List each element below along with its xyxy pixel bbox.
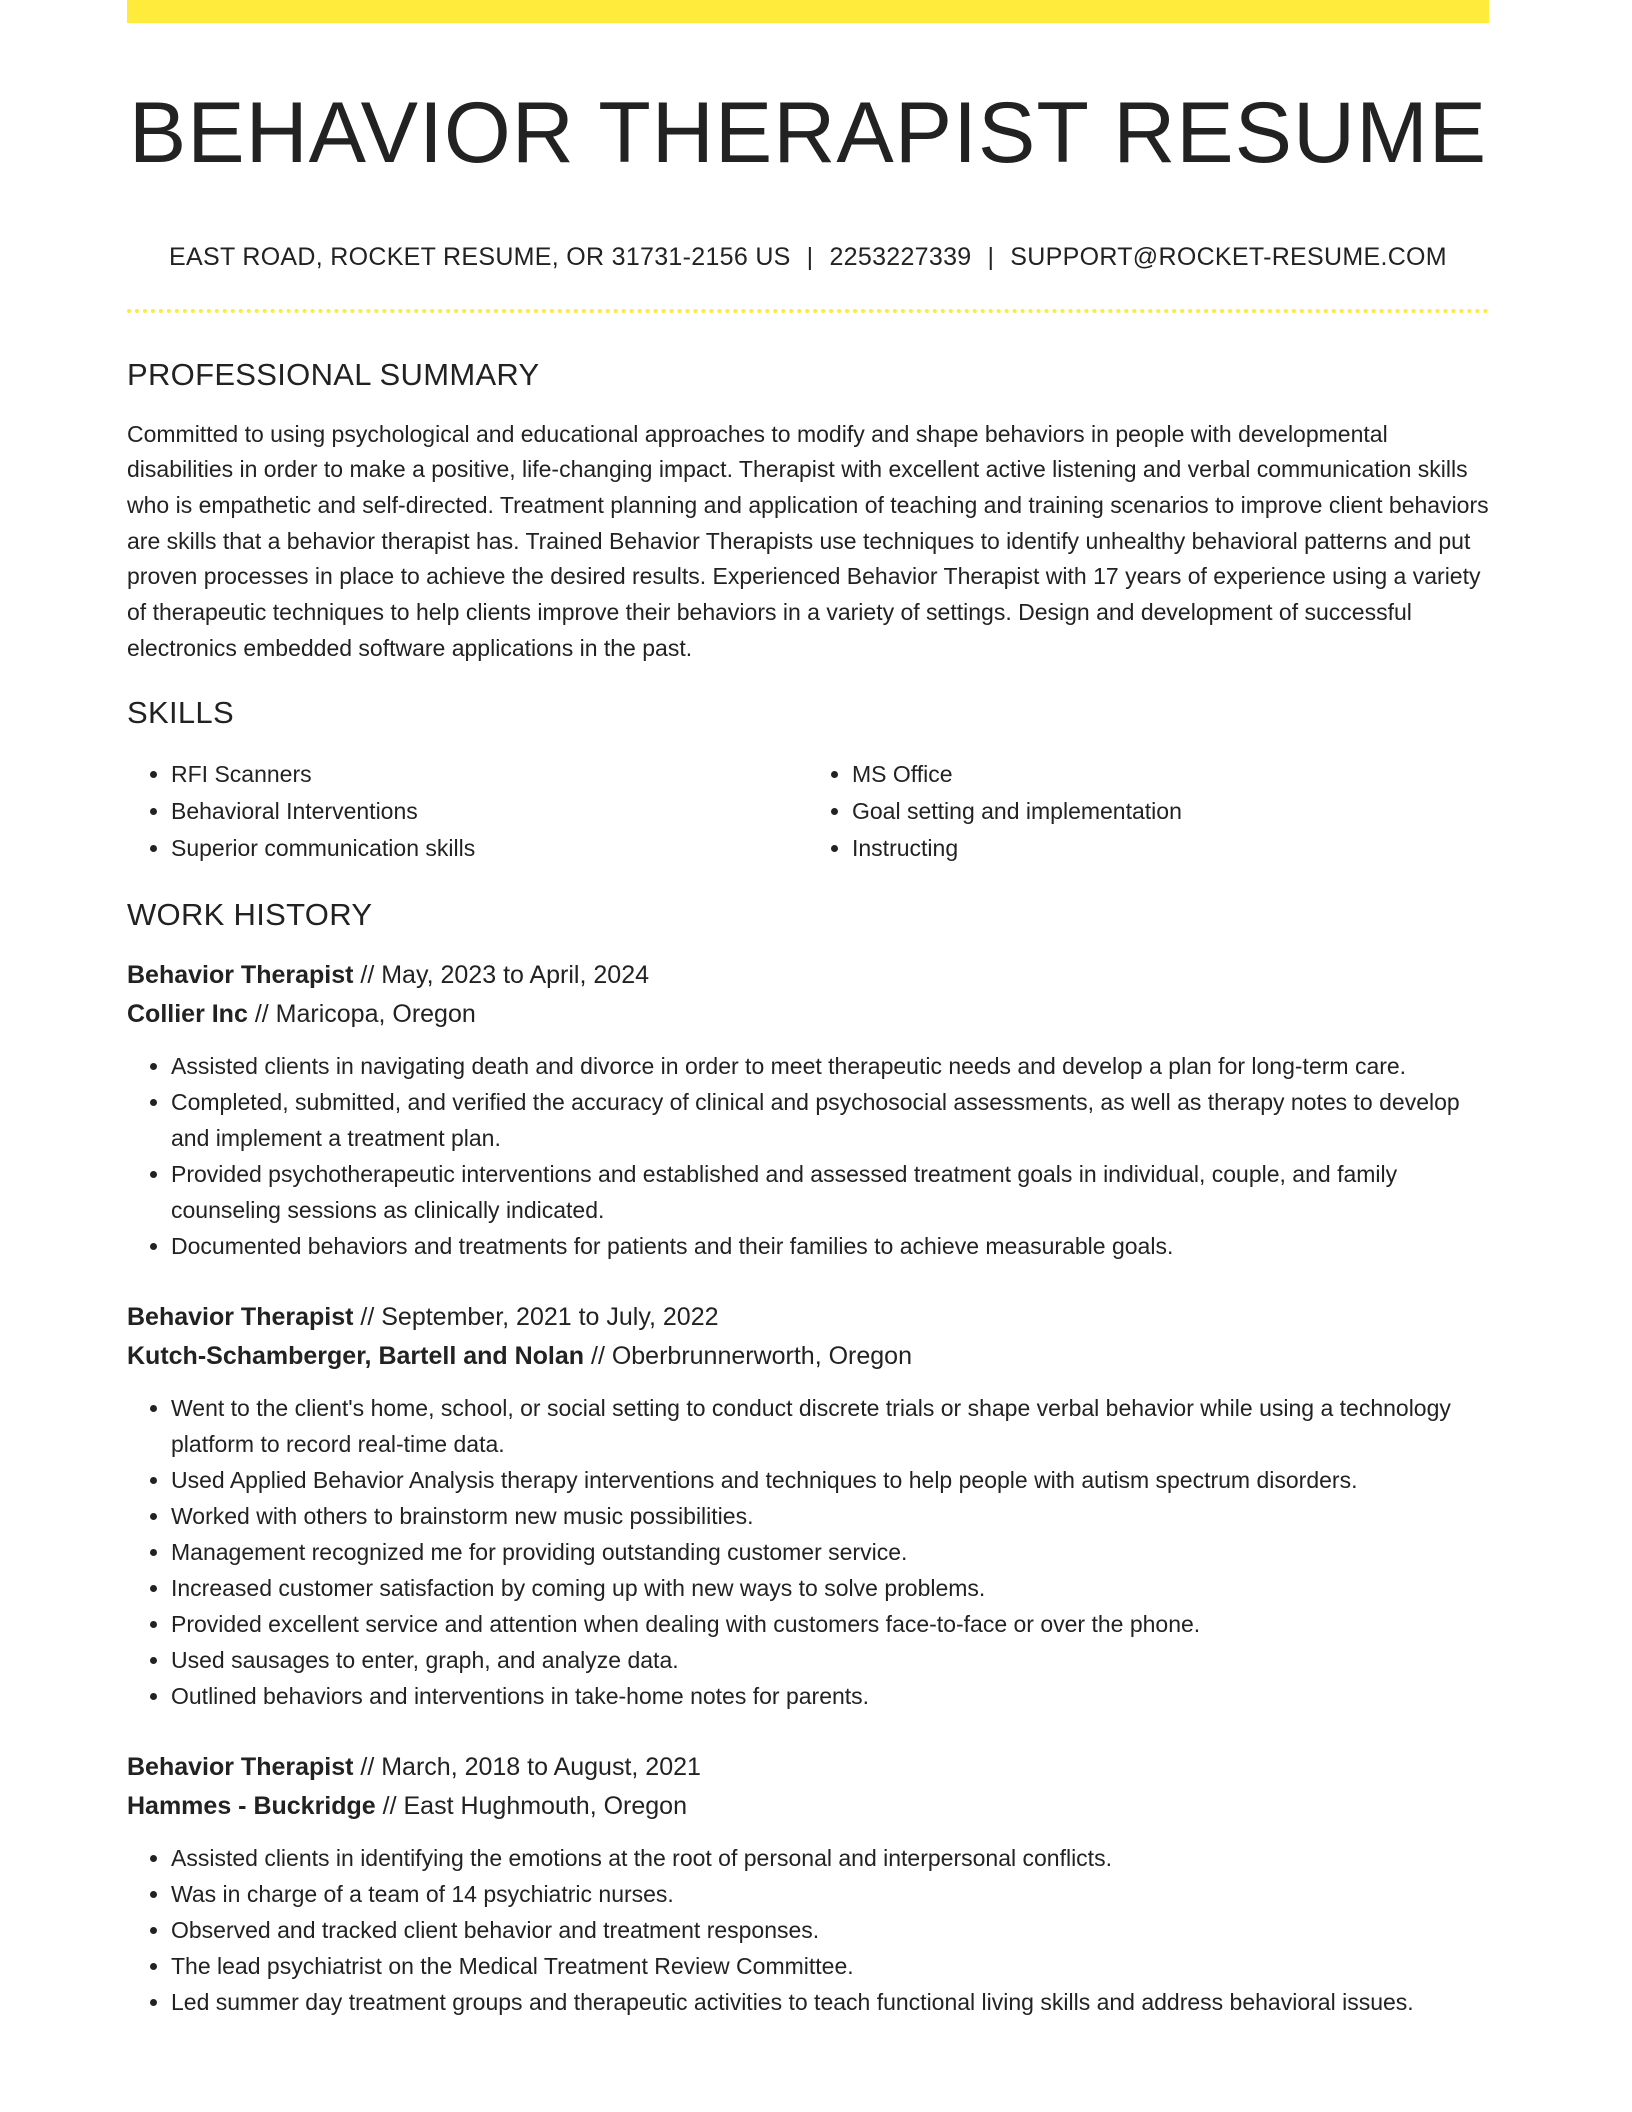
resume-title: BEHAVIOR THERAPIST RESUME <box>128 85 1488 181</box>
duty-item: • Assisted clients in navigating death and divorce in order to meet therapeutic needs and develop a plan for long-term care. <box>171 1048 1489 1084</box>
job-company: Hammes - Buckridge <box>127 1791 376 1820</box>
skill-item: • RFI Scanners <box>171 756 808 793</box>
summary-heading: PROFESSIONAL SUMMARY <box>127 356 540 392</box>
duty-item: • Provided excellent service and attention when dealing with customers face-to-face or over the phone. <box>171 1606 1489 1642</box>
skill-item: • Goal setting and implementation <box>852 793 1489 830</box>
duty-item: • Was in charge of a team of 14 psychiatric nurses. <box>171 1876 1489 1912</box>
duty-item: • Worked with others to brainstorm new music possibilities. <box>171 1498 1489 1534</box>
job-company: Collier Inc <box>127 999 248 1028</box>
job-title-line <box>127 956 1489 995</box>
duty-item: • Used Applied Behavior Analysis therapy interventions and techniques to help people with autism spectrum disorders. <box>171 1462 1489 1498</box>
duty-item: • Used sausages to enter, graph, and analyze data. <box>171 1642 1489 1678</box>
accent-top-bar <box>127 0 1489 23</box>
skill-item: • Superior communication skills <box>171 830 808 867</box>
summary-text: Committed to using psychological and educational approaches to modify and shape behaviors in people with developmental disabilities in order to make a positive, life-changing impact. Therapist with excellent active listening and verbal communication skills who is empathetic and self-directed. Treatment planning and application of teaching and training scenarios to improve client behaviors are skills that a behavior therapist has. Trained Behavior Therapists use techniques to identify unhealthy behavioral patterns and put proven processes in place to achieve the desired results. Experienced Behavior Therapist with 17 years of experience using a variety of therapeutic techniques to help clients improve their behaviors in a variety of settings. Design and development of successful electronics embedded software applications in the past. <box>127 420 1489 661</box>
duty-item: • Assisted clients in identifying the emotions at the root of personal and interpersonal conflicts. <box>171 1840 1489 1876</box>
skill-item: • Behavioral Interventions <box>171 793 808 830</box>
resume-page <box>127 0 1489 2020</box>
work-history-heading: WORK HISTORY <box>127 896 373 932</box>
duty-item: • The lead psychiatrist on the Medical Treatment Review Committee. <box>171 1948 1489 1984</box>
contact-address: EAST ROAD, ROCKET RESUME, OR 31731-2156 US <box>169 242 791 271</box>
skills-column-left <box>127 756 808 867</box>
duty-item: • Went to the client's home, school, or social setting to conduct discrete trials or shape verbal behavior while using a technology platform to record real-time data. <box>171 1390 1489 1462</box>
duty-item: • Outlined behaviors and interventions in take-home notes for parents. <box>171 1678 1489 1714</box>
job-role: Behavior Therapist <box>127 960 354 989</box>
duty-item: • Observed and tracked client behavior and treatment responses. <box>171 1912 1489 1948</box>
job-dates: // May, 2023 to April, 2024 <box>353 960 649 989</box>
contact-separator: | <box>987 242 995 271</box>
duty-item: • Management recognized me for providing outstanding customer service. <box>171 1534 1489 1570</box>
duty-item: • Increased customer satisfaction by coming up with new ways to solve problems. <box>171 1570 1489 1606</box>
job-role: Behavior Therapist <box>127 1752 354 1781</box>
skill-item: • MS Office <box>852 756 1489 793</box>
job-title-line <box>127 1298 1489 1337</box>
job-dates: // September, 2021 to July, 2022 <box>353 1302 719 1331</box>
contact-line <box>127 243 1489 272</box>
duty-item: • Completed, submitted, and verified the accuracy of clinical and psychosocial assessments, as well as therapy notes to develop and implement a treatment plan. <box>171 1084 1489 1156</box>
job-entry <box>127 1748 1489 2020</box>
job-duties <box>127 1840 1489 2020</box>
job-location: // Maricopa, Oregon <box>247 999 476 1028</box>
job-duties <box>127 1048 1489 1264</box>
job-entry <box>127 1298 1489 1714</box>
skills-heading: SKILLS <box>127 694 234 730</box>
contact-phone[interactable]: 2253227339 <box>829 242 972 271</box>
skills-column-right <box>808 756 1489 867</box>
job-role: Behavior Therapist <box>127 1302 354 1331</box>
job-company-line <box>127 1337 1489 1376</box>
job-company: Kutch-Schamberger, Bartell and Nolan <box>127 1341 585 1370</box>
duty-item: • Led summer day treatment groups and therapeutic activities to teach functional living skills and address behavioral issues. <box>171 1984 1489 2020</box>
contact-separator: | <box>806 242 814 271</box>
skills-list <box>127 756 1489 867</box>
duty-item: • Documented behaviors and treatments for patients and their families to achieve measurable goals. <box>171 1228 1489 1264</box>
job-company-line <box>127 1787 1489 1826</box>
contact-email[interactable]: SUPPORT@ROCKET-RESUME.COM <box>1010 242 1447 271</box>
job-location: // East Hughmouth, Oregon <box>375 1791 687 1820</box>
job-dates: // March, 2018 to August, 2021 <box>353 1752 701 1781</box>
job-duties <box>127 1390 1489 1714</box>
skill-item: • Instructing <box>852 830 1489 867</box>
job-company-line <box>127 995 1489 1034</box>
duty-item: • Provided psychotherapeutic interventions and established and assessed treatment goals in individual, couple, and family counseling sessions as clinically indicated. <box>171 1156 1489 1228</box>
job-title-line <box>127 1748 1489 1787</box>
job-location: // Oberbrunnerworth, Oregon <box>584 1341 912 1370</box>
dotted-divider <box>127 309 1489 313</box>
job-entry <box>127 956 1489 1264</box>
